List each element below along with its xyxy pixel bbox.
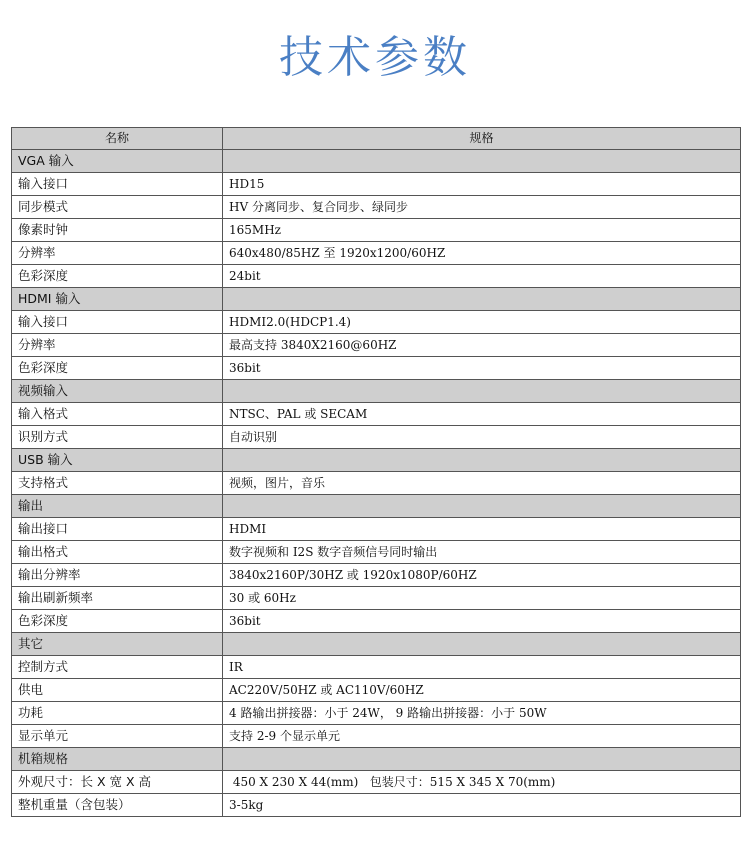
header-name: 名称 xyxy=(12,128,223,150)
param-name: 外观尺寸：长 X 宽 X 高 xyxy=(12,771,223,794)
table-row xyxy=(12,311,741,334)
param-name: 支持格式 xyxy=(12,472,223,495)
table-row xyxy=(12,587,741,610)
section-row xyxy=(12,449,741,472)
section-label: 其它 xyxy=(12,633,223,656)
param-value xyxy=(223,150,741,173)
param-value: NTSC、PAL 或 SECAM xyxy=(223,403,741,426)
table-row xyxy=(12,725,741,748)
table-row xyxy=(12,403,741,426)
table-row xyxy=(12,518,741,541)
table-row xyxy=(12,242,741,265)
table-row xyxy=(12,564,741,587)
param-value: HDMI xyxy=(223,518,741,541)
param-value xyxy=(223,288,741,311)
table-row xyxy=(12,794,741,817)
param-value: 450 X 230 X 44(mm) 包装尺寸：515 X 345 X 70(mm) xyxy=(223,771,741,794)
param-name: 分辨率 xyxy=(12,334,223,357)
param-value: 3-5kg xyxy=(223,794,741,817)
param-value: 36bit xyxy=(223,357,741,380)
param-value: 最高支持 3840X2160@60HZ xyxy=(223,334,741,357)
param-value xyxy=(223,633,741,656)
param-value: HD15 xyxy=(223,173,741,196)
table-row xyxy=(12,702,741,725)
table-row xyxy=(12,679,741,702)
table-row xyxy=(12,771,741,794)
param-value xyxy=(223,495,741,518)
param-value: IR xyxy=(223,656,741,679)
param-value: 4 路输出拼接器：小于 24W， 9 路输出拼接器：小于 50W xyxy=(223,702,741,725)
param-name: 输入接口 xyxy=(12,311,223,334)
table-row xyxy=(12,472,741,495)
section-label: 机箱规格 xyxy=(12,748,223,771)
param-value: HV 分离同步、复合同步、绿同步 xyxy=(223,196,741,219)
param-name: 输入格式 xyxy=(12,403,223,426)
param-name: 色彩深度 xyxy=(12,265,223,288)
param-name: 同步模式 xyxy=(12,196,223,219)
spec-table xyxy=(11,127,741,817)
param-name: 分辨率 xyxy=(12,242,223,265)
param-value: 视频，图片，音乐 xyxy=(223,472,741,495)
param-value: 3840x2160P/30HZ 或 1920x1080P/60HZ xyxy=(223,564,741,587)
table-header-row xyxy=(12,128,741,150)
section-label: USB 输入 xyxy=(12,449,223,472)
table-row xyxy=(12,656,741,679)
table-row xyxy=(12,357,741,380)
param-value: 支持 2-9 个显示单元 xyxy=(223,725,741,748)
section-label: 输出 xyxy=(12,495,223,518)
param-name: 色彩深度 xyxy=(12,610,223,633)
param-value xyxy=(223,748,741,771)
param-value: 自动识别 xyxy=(223,426,741,449)
param-value: 640x480/85HZ 至 1920x1200/60HZ xyxy=(223,242,741,265)
section-row xyxy=(12,633,741,656)
table-row xyxy=(12,541,741,564)
table-row xyxy=(12,173,741,196)
param-name: 整机重量（含包装） xyxy=(12,794,223,817)
table-body xyxy=(12,150,741,817)
param-name: 控制方式 xyxy=(12,656,223,679)
page-title: 技术参数 xyxy=(279,32,471,83)
param-name: 功耗 xyxy=(12,702,223,725)
param-name: 供电 xyxy=(12,679,223,702)
table-row xyxy=(12,334,741,357)
section-row xyxy=(12,150,741,173)
table-row xyxy=(12,610,741,633)
table-row xyxy=(12,426,741,449)
section-row xyxy=(12,495,741,518)
param-value: HDMI2.0(HDCP1.4) xyxy=(223,311,741,334)
param-value: 数字视频和 I2S 数字音频信号同时输出 xyxy=(223,541,741,564)
param-name: 显示单元 xyxy=(12,725,223,748)
section-label: VGA 输入 xyxy=(12,150,223,173)
table-row xyxy=(12,219,741,242)
header-spec: 规格 xyxy=(223,128,741,150)
param-name: 像素时钟 xyxy=(12,219,223,242)
table-row xyxy=(12,196,741,219)
param-value xyxy=(223,380,741,403)
section-label: 视频输入 xyxy=(12,380,223,403)
param-value xyxy=(223,449,741,472)
param-value: AC220V/50HZ 或 AC110V/60HZ xyxy=(223,679,741,702)
param-name: 输出格式 xyxy=(12,541,223,564)
param-name: 输出刷新频率 xyxy=(12,587,223,610)
section-row xyxy=(12,288,741,311)
param-value: 30 或 60Hz xyxy=(223,587,741,610)
param-name: 输出分辨率 xyxy=(12,564,223,587)
param-name: 色彩深度 xyxy=(12,357,223,380)
section-row xyxy=(12,748,741,771)
param-value: 165MHz xyxy=(223,219,741,242)
section-row xyxy=(12,380,741,403)
section-label: HDMI 输入 xyxy=(12,288,223,311)
param-value: 36bit xyxy=(223,610,741,633)
param-value: 24bit xyxy=(223,265,741,288)
table-row xyxy=(12,265,741,288)
param-name: 输入接口 xyxy=(12,173,223,196)
param-name: 输出接口 xyxy=(12,518,223,541)
param-name: 识别方式 xyxy=(12,426,223,449)
